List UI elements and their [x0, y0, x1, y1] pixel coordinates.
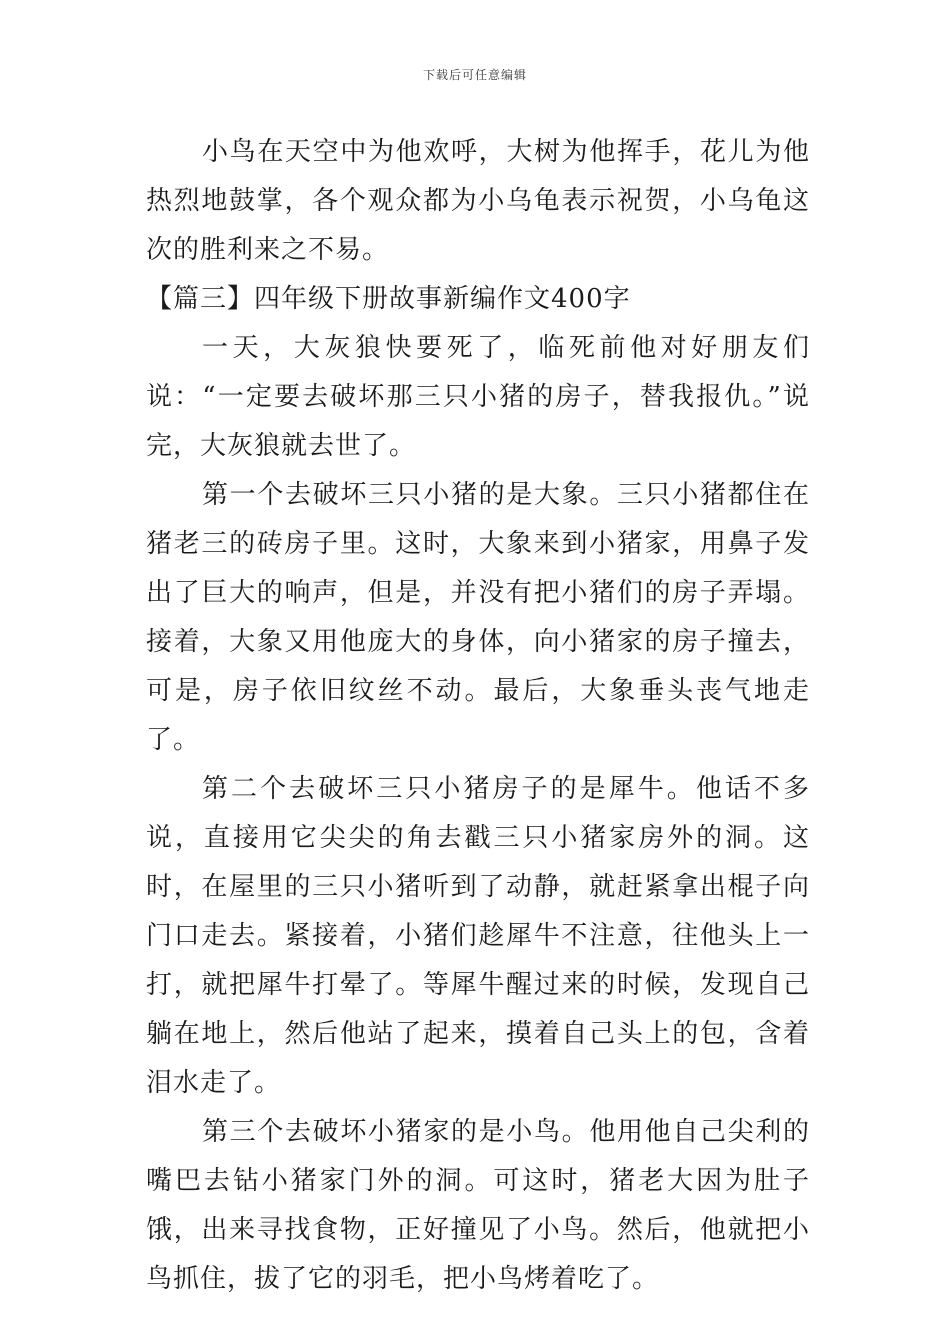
- document-body: [146, 128, 810, 1304]
- paragraph-elephant: 第一个去破坏三只小猪的是大象。三只小猪都住在猪老三的砖房子里。这时，大象来到小猪家，用鼻子发出了巨大的响声，但是，并没有把小猪们的房子弄塌。接着，大象又用他庞大的身体，向小猪家的房子撞去，可是，房子依旧纹丝不动。最后，大象垂头丧气地走了。: [146, 480, 810, 755]
- page-header: 下载后可任意编辑: [422, 68, 527, 82]
- section-heading: 【篇三】四年级下册故事新编作文400字: [146, 284, 631, 314]
- paragraph-bird: 第三个去破坏小猪家的是小鸟。他用他自己尖利的嘴巴去钻小猪家门外的洞。可这时，猪老大因为肚子饿，出来寻找食物，正好撞见了小鸟。然后，他就把小鸟抓住，拔了它的羽毛，把小鸟烤着吃了。: [146, 1117, 810, 1294]
- paragraph-wolf: 一天，大灰狼快要死了，临死前他对好朋友们说：“一定要去破坏那三只小猪的房子，替我报仇。”说完，大灰狼就去世了。: [146, 333, 810, 461]
- paragraph-victory: 小鸟在天空中为他欢呼，大树为他挥手，花儿为他热烈地鼓掌，各个观众都为小乌龟表示祝贺，小乌龟这次的胜利来之不易。: [146, 137, 810, 265]
- paragraph-rhino: 第二个去破坏三只小猪房子的是犀牛。他话不多说，直接用它尖尖的角去戳三只小猪家房外的洞。这时，在屋里的三只小猪听到了动静，就赶紧拿出棍子向门口走去。紧接着，小猪们趁犀牛不注意，往他头上一打，就把犀牛打晕了。等犀牛醒过来的时候，发现自己躺在地上，然后他站了起来，摸着自己头上的包，含着泪水走了。: [146, 774, 810, 1098]
